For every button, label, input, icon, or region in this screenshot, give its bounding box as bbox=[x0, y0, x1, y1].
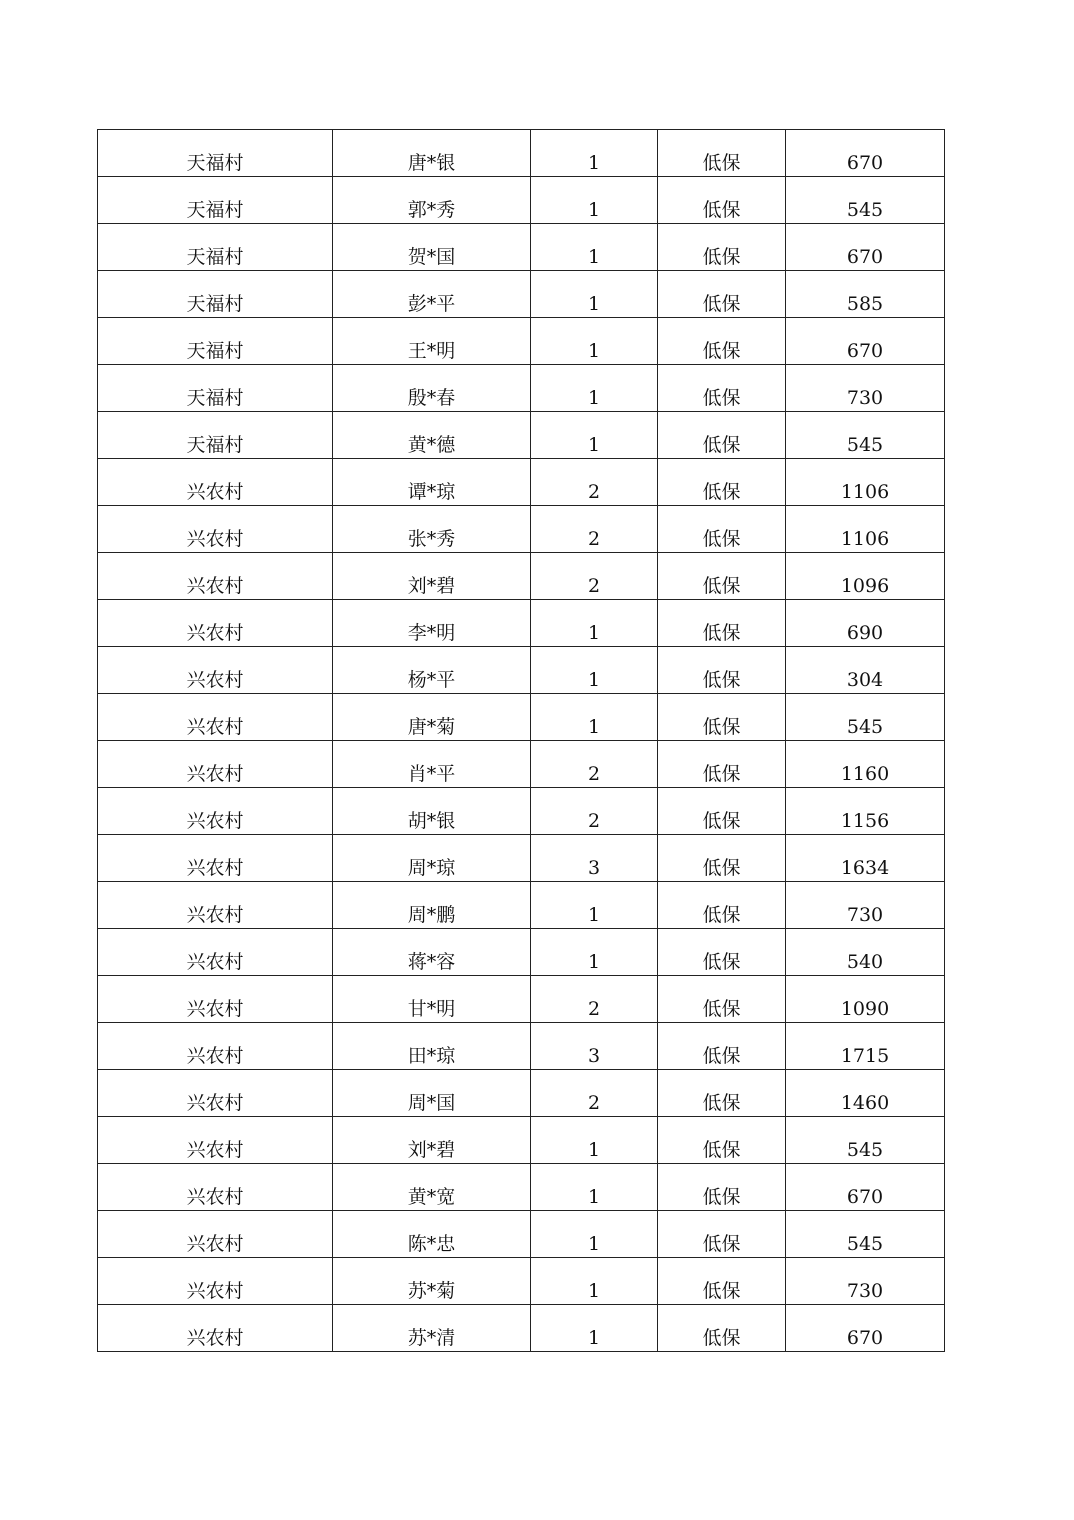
village-cell-text: 兴农村 bbox=[186, 810, 244, 832]
household-size-cell-text: 1 bbox=[587, 387, 601, 409]
amount-cell-text: 304 bbox=[846, 669, 884, 691]
village-cell bbox=[98, 271, 333, 318]
household-size-cell-text: 1 bbox=[587, 622, 601, 644]
amount-cell bbox=[786, 694, 945, 741]
amount-cell bbox=[786, 1305, 945, 1352]
table-row bbox=[98, 976, 945, 1023]
household-size-cell bbox=[531, 1211, 658, 1258]
amount-cell bbox=[786, 835, 945, 882]
assistance-type-cell-text: 低保 bbox=[702, 528, 741, 550]
amount-cell bbox=[786, 177, 945, 224]
name-cell-text: 贺*国 bbox=[407, 246, 456, 268]
table-row bbox=[98, 600, 945, 647]
table-row bbox=[98, 1258, 945, 1305]
name-cell bbox=[333, 647, 531, 694]
assistance-type-cell-text: 低保 bbox=[702, 152, 741, 174]
amount-cell-text: 670 bbox=[846, 1327, 884, 1349]
village-cell-text: 兴农村 bbox=[186, 622, 244, 644]
household-size-cell-text: 2 bbox=[587, 481, 601, 503]
household-size-cell bbox=[531, 882, 658, 929]
table-row bbox=[98, 882, 945, 929]
household-size-cell-text: 3 bbox=[587, 1045, 601, 1067]
household-size-cell-text: 1 bbox=[587, 199, 601, 221]
household-size-cell-text: 2 bbox=[587, 575, 601, 597]
assistance-type-cell bbox=[658, 1070, 786, 1117]
name-cell-text: 彭*平 bbox=[407, 293, 456, 315]
amount-cell-text: 545 bbox=[846, 1233, 884, 1255]
assistance-type-cell-text: 低保 bbox=[702, 1280, 741, 1302]
assistance-type-cell-text: 低保 bbox=[702, 387, 741, 409]
table-row bbox=[98, 835, 945, 882]
name-cell-text: 殷*春 bbox=[407, 387, 456, 409]
village-cell-text: 兴农村 bbox=[186, 1139, 244, 1161]
household-size-cell bbox=[531, 1305, 658, 1352]
amount-cell-text: 670 bbox=[846, 152, 884, 174]
name-cell bbox=[333, 835, 531, 882]
village-cell bbox=[98, 600, 333, 647]
amount-cell bbox=[786, 1211, 945, 1258]
assistance-type-cell bbox=[658, 506, 786, 553]
household-size-cell bbox=[531, 976, 658, 1023]
amount-cell bbox=[786, 318, 945, 365]
village-cell bbox=[98, 365, 333, 412]
amount-cell bbox=[786, 365, 945, 412]
table-row bbox=[98, 1023, 945, 1070]
assistance-type-cell-text: 低保 bbox=[702, 246, 741, 268]
amount-cell bbox=[786, 271, 945, 318]
assistance-type-cell bbox=[658, 130, 786, 177]
assistance-type-cell bbox=[658, 788, 786, 835]
village-cell-text: 天福村 bbox=[186, 387, 244, 409]
household-size-cell bbox=[531, 1023, 658, 1070]
village-cell bbox=[98, 1117, 333, 1164]
village-cell bbox=[98, 1164, 333, 1211]
roster-table-body bbox=[98, 130, 945, 1352]
name-cell bbox=[333, 130, 531, 177]
household-size-cell bbox=[531, 929, 658, 976]
table-row bbox=[98, 694, 945, 741]
amount-cell-text: 730 bbox=[846, 387, 884, 409]
name-cell-text: 肖*平 bbox=[407, 763, 456, 785]
household-size-cell-text: 1 bbox=[587, 434, 601, 456]
assistance-roster-table bbox=[97, 129, 945, 1352]
assistance-type-cell-text: 低保 bbox=[702, 622, 741, 644]
table-row bbox=[98, 1305, 945, 1352]
name-cell bbox=[333, 1070, 531, 1117]
household-size-cell-text: 2 bbox=[587, 998, 601, 1020]
village-cell-text: 天福村 bbox=[186, 434, 244, 456]
name-cell bbox=[333, 1117, 531, 1164]
assistance-type-cell bbox=[658, 976, 786, 1023]
household-size-cell bbox=[531, 600, 658, 647]
amount-cell-text: 670 bbox=[846, 1186, 884, 1208]
amount-cell-text: 730 bbox=[846, 1280, 884, 1302]
village-cell bbox=[98, 788, 333, 835]
name-cell bbox=[333, 1164, 531, 1211]
amount-cell bbox=[786, 224, 945, 271]
name-cell bbox=[333, 976, 531, 1023]
name-cell bbox=[333, 1023, 531, 1070]
village-cell-text: 天福村 bbox=[186, 199, 244, 221]
village-cell-text: 天福村 bbox=[186, 340, 244, 362]
name-cell bbox=[333, 177, 531, 224]
table-row bbox=[98, 177, 945, 224]
table-row bbox=[98, 130, 945, 177]
table-row bbox=[98, 412, 945, 459]
name-cell-text: 苏*菊 bbox=[407, 1280, 456, 1302]
amount-cell bbox=[786, 1258, 945, 1305]
amount-cell-text: 1156 bbox=[840, 810, 890, 832]
table-row bbox=[98, 1211, 945, 1258]
assistance-type-cell bbox=[658, 647, 786, 694]
village-cell bbox=[98, 1258, 333, 1305]
assistance-type-cell bbox=[658, 412, 786, 459]
amount-cell-text: 1160 bbox=[840, 763, 890, 785]
amount-cell bbox=[786, 600, 945, 647]
table-row bbox=[98, 318, 945, 365]
table-row bbox=[98, 365, 945, 412]
amount-cell-text: 545 bbox=[846, 1139, 884, 1161]
household-size-cell bbox=[531, 459, 658, 506]
assistance-type-cell-text: 低保 bbox=[702, 481, 741, 503]
amount-cell bbox=[786, 741, 945, 788]
assistance-type-cell-text: 低保 bbox=[702, 1045, 741, 1067]
amount-cell-text: 690 bbox=[846, 622, 884, 644]
household-size-cell-text: 2 bbox=[587, 1092, 601, 1114]
name-cell-text: 张*秀 bbox=[407, 528, 456, 550]
household-size-cell-text: 1 bbox=[587, 716, 601, 738]
household-size-cell bbox=[531, 553, 658, 600]
household-size-cell bbox=[531, 177, 658, 224]
village-cell bbox=[98, 929, 333, 976]
name-cell-text: 黄*德 bbox=[407, 434, 456, 456]
household-size-cell-text: 1 bbox=[587, 1280, 601, 1302]
name-cell-text: 苏*清 bbox=[407, 1327, 456, 1349]
name-cell-text: 刘*碧 bbox=[407, 575, 456, 597]
village-cell-text: 兴农村 bbox=[186, 1045, 244, 1067]
name-cell-text: 甘*明 bbox=[407, 998, 456, 1020]
village-cell-text: 兴农村 bbox=[186, 716, 244, 738]
household-size-cell-text: 3 bbox=[587, 857, 601, 879]
amount-cell bbox=[786, 130, 945, 177]
household-size-cell bbox=[531, 1258, 658, 1305]
household-size-cell bbox=[531, 1117, 658, 1164]
household-size-cell-text: 1 bbox=[587, 1139, 601, 1161]
assistance-type-cell bbox=[658, 318, 786, 365]
name-cell bbox=[333, 271, 531, 318]
assistance-type-cell-text: 低保 bbox=[702, 293, 741, 315]
household-size-cell-text: 1 bbox=[587, 951, 601, 973]
village-cell bbox=[98, 177, 333, 224]
village-cell bbox=[98, 1211, 333, 1258]
assistance-type-cell-text: 低保 bbox=[702, 1327, 741, 1349]
assistance-type-cell bbox=[658, 694, 786, 741]
table-row bbox=[98, 224, 945, 271]
household-size-cell-text: 1 bbox=[587, 293, 601, 315]
village-cell bbox=[98, 224, 333, 271]
name-cell-text: 李*明 bbox=[407, 622, 456, 644]
assistance-type-cell-text: 低保 bbox=[702, 998, 741, 1020]
amount-cell bbox=[786, 976, 945, 1023]
assistance-type-cell-text: 低保 bbox=[702, 199, 741, 221]
table-row bbox=[98, 459, 945, 506]
name-cell-text: 陈*忠 bbox=[407, 1233, 456, 1255]
village-cell-text: 兴农村 bbox=[186, 1186, 244, 1208]
amount-cell-text: 730 bbox=[846, 904, 884, 926]
household-size-cell-text: 1 bbox=[587, 1327, 601, 1349]
name-cell bbox=[333, 412, 531, 459]
name-cell-text: 黄*宽 bbox=[407, 1186, 456, 1208]
assistance-type-cell bbox=[658, 1117, 786, 1164]
household-size-cell-text: 1 bbox=[587, 669, 601, 691]
amount-cell-text: 545 bbox=[846, 716, 884, 738]
name-cell-text: 刘*碧 bbox=[407, 1139, 456, 1161]
village-cell-text: 兴农村 bbox=[186, 1233, 244, 1255]
name-cell bbox=[333, 1211, 531, 1258]
village-cell-text: 兴农村 bbox=[186, 857, 244, 879]
name-cell bbox=[333, 459, 531, 506]
name-cell bbox=[333, 882, 531, 929]
amount-cell bbox=[786, 1070, 945, 1117]
assistance-type-cell-text: 低保 bbox=[702, 340, 741, 362]
village-cell bbox=[98, 694, 333, 741]
table-row bbox=[98, 271, 945, 318]
name-cell bbox=[333, 365, 531, 412]
name-cell-text: 胡*银 bbox=[407, 810, 456, 832]
amount-cell-text: 585 bbox=[846, 293, 884, 315]
village-cell bbox=[98, 130, 333, 177]
name-cell bbox=[333, 1258, 531, 1305]
name-cell bbox=[333, 553, 531, 600]
amount-cell-text: 670 bbox=[846, 246, 884, 268]
assistance-type-cell-text: 低保 bbox=[702, 669, 741, 691]
table-row bbox=[98, 1164, 945, 1211]
assistance-type-cell bbox=[658, 835, 786, 882]
name-cell bbox=[333, 600, 531, 647]
village-cell bbox=[98, 835, 333, 882]
household-size-cell bbox=[531, 1164, 658, 1211]
assistance-type-cell bbox=[658, 224, 786, 271]
name-cell-text: 唐*银 bbox=[407, 152, 456, 174]
household-size-cell-text: 1 bbox=[587, 340, 601, 362]
assistance-type-cell bbox=[658, 1305, 786, 1352]
amount-cell bbox=[786, 788, 945, 835]
household-size-cell bbox=[531, 224, 658, 271]
village-cell-text: 天福村 bbox=[186, 152, 244, 174]
assistance-type-cell bbox=[658, 1211, 786, 1258]
village-cell-text: 兴农村 bbox=[186, 575, 244, 597]
assistance-type-cell bbox=[658, 1164, 786, 1211]
household-size-cell bbox=[531, 318, 658, 365]
household-size-cell-text: 1 bbox=[587, 246, 601, 268]
amount-cell-text: 1090 bbox=[840, 998, 890, 1020]
name-cell-text: 郭*秀 bbox=[407, 199, 456, 221]
household-size-cell bbox=[531, 365, 658, 412]
assistance-type-cell bbox=[658, 553, 786, 600]
village-cell bbox=[98, 882, 333, 929]
assistance-type-cell-text: 低保 bbox=[702, 1186, 741, 1208]
assistance-type-cell bbox=[658, 882, 786, 929]
table-row bbox=[98, 647, 945, 694]
amount-cell-text: 1096 bbox=[840, 575, 890, 597]
assistance-type-cell-text: 低保 bbox=[702, 1233, 741, 1255]
assistance-type-cell bbox=[658, 459, 786, 506]
name-cell bbox=[333, 224, 531, 271]
table-row bbox=[98, 506, 945, 553]
name-cell bbox=[333, 1305, 531, 1352]
name-cell bbox=[333, 506, 531, 553]
village-cell-text: 兴农村 bbox=[186, 998, 244, 1020]
household-size-cell bbox=[531, 788, 658, 835]
amount-cell-text: 670 bbox=[846, 340, 884, 362]
household-size-cell-text: 2 bbox=[587, 810, 601, 832]
name-cell bbox=[333, 694, 531, 741]
name-cell-text: 周*鹏 bbox=[407, 904, 456, 926]
amount-cell bbox=[786, 882, 945, 929]
village-cell-text: 天福村 bbox=[186, 293, 244, 315]
assistance-type-cell-text: 低保 bbox=[702, 810, 741, 832]
village-cell-text: 兴农村 bbox=[186, 1280, 244, 1302]
village-cell-text: 兴农村 bbox=[186, 1092, 244, 1114]
name-cell-text: 王*明 bbox=[407, 340, 456, 362]
household-size-cell bbox=[531, 741, 658, 788]
village-cell-text: 兴农村 bbox=[186, 904, 244, 926]
village-cell bbox=[98, 741, 333, 788]
household-size-cell-text: 1 bbox=[587, 152, 601, 174]
village-cell bbox=[98, 553, 333, 600]
table-row bbox=[98, 788, 945, 835]
household-size-cell bbox=[531, 835, 658, 882]
assistance-type-cell-text: 低保 bbox=[702, 763, 741, 785]
assistance-type-cell-text: 低保 bbox=[702, 857, 741, 879]
village-cell bbox=[98, 647, 333, 694]
assistance-type-cell-text: 低保 bbox=[702, 1139, 741, 1161]
assistance-type-cell bbox=[658, 271, 786, 318]
assistance-type-cell-text: 低保 bbox=[702, 716, 741, 738]
household-size-cell-text: 2 bbox=[587, 763, 601, 785]
name-cell bbox=[333, 741, 531, 788]
assistance-type-cell bbox=[658, 177, 786, 224]
assistance-type-cell-text: 低保 bbox=[702, 575, 741, 597]
assistance-type-cell-text: 低保 bbox=[702, 1092, 741, 1114]
assistance-type-cell bbox=[658, 929, 786, 976]
village-cell bbox=[98, 459, 333, 506]
village-cell bbox=[98, 1070, 333, 1117]
village-cell-text: 兴农村 bbox=[186, 669, 244, 691]
village-cell-text: 天福村 bbox=[186, 246, 244, 268]
assistance-type-cell bbox=[658, 600, 786, 647]
village-cell bbox=[98, 318, 333, 365]
assistance-type-cell bbox=[658, 741, 786, 788]
amount-cell bbox=[786, 459, 945, 506]
village-cell bbox=[98, 976, 333, 1023]
village-cell-text: 兴农村 bbox=[186, 763, 244, 785]
amount-cell bbox=[786, 412, 945, 459]
amount-cell-text: 540 bbox=[846, 951, 884, 973]
name-cell bbox=[333, 788, 531, 835]
table-row bbox=[98, 1117, 945, 1164]
assistance-type-cell bbox=[658, 365, 786, 412]
household-size-cell bbox=[531, 412, 658, 459]
name-cell bbox=[333, 318, 531, 365]
amount-cell bbox=[786, 553, 945, 600]
table-row bbox=[98, 929, 945, 976]
table-row bbox=[98, 553, 945, 600]
household-size-cell bbox=[531, 130, 658, 177]
village-cell bbox=[98, 412, 333, 459]
village-cell-text: 兴农村 bbox=[186, 1327, 244, 1349]
household-size-cell bbox=[531, 647, 658, 694]
assistance-type-cell bbox=[658, 1023, 786, 1070]
amount-cell-text: 545 bbox=[846, 199, 884, 221]
household-size-cell-text: 1 bbox=[587, 1186, 601, 1208]
village-cell-text: 兴农村 bbox=[186, 481, 244, 503]
household-size-cell-text: 1 bbox=[587, 904, 601, 926]
name-cell-text: 唐*菊 bbox=[407, 716, 456, 738]
village-cell bbox=[98, 506, 333, 553]
assistance-type-cell-text: 低保 bbox=[702, 904, 741, 926]
amount-cell bbox=[786, 929, 945, 976]
household-size-cell-text: 2 bbox=[587, 528, 601, 550]
name-cell-text: 周*国 bbox=[407, 1092, 456, 1114]
amount-cell-text: 1460 bbox=[840, 1092, 890, 1114]
amount-cell-text: 1715 bbox=[840, 1045, 890, 1067]
household-size-cell bbox=[531, 271, 658, 318]
amount-cell-text: 545 bbox=[846, 434, 884, 456]
amount-cell bbox=[786, 1164, 945, 1211]
assistance-type-cell-text: 低保 bbox=[702, 951, 741, 973]
table-row bbox=[98, 741, 945, 788]
name-cell bbox=[333, 929, 531, 976]
village-cell bbox=[98, 1023, 333, 1070]
household-size-cell-text: 1 bbox=[587, 1233, 601, 1255]
assistance-type-cell-text: 低保 bbox=[702, 434, 741, 456]
name-cell-text: 蒋*容 bbox=[407, 951, 456, 973]
amount-cell bbox=[786, 1023, 945, 1070]
name-cell-text: 田*琼 bbox=[407, 1045, 456, 1067]
name-cell-text: 周*琼 bbox=[407, 857, 456, 879]
household-size-cell bbox=[531, 506, 658, 553]
amount-cell bbox=[786, 506, 945, 553]
household-size-cell bbox=[531, 694, 658, 741]
household-size-cell bbox=[531, 1070, 658, 1117]
table-row bbox=[98, 1070, 945, 1117]
amount-cell-text: 1106 bbox=[840, 481, 890, 503]
amount-cell-text: 1634 bbox=[840, 857, 890, 879]
assistance-type-cell bbox=[658, 1258, 786, 1305]
amount-cell bbox=[786, 647, 945, 694]
name-cell-text: 谭*琼 bbox=[407, 481, 456, 503]
village-cell-text: 兴农村 bbox=[186, 528, 244, 550]
amount-cell-text: 1106 bbox=[840, 528, 890, 550]
village-cell bbox=[98, 1305, 333, 1352]
name-cell-text: 杨*平 bbox=[407, 669, 456, 691]
village-cell-text: 兴农村 bbox=[186, 951, 244, 973]
amount-cell bbox=[786, 1117, 945, 1164]
